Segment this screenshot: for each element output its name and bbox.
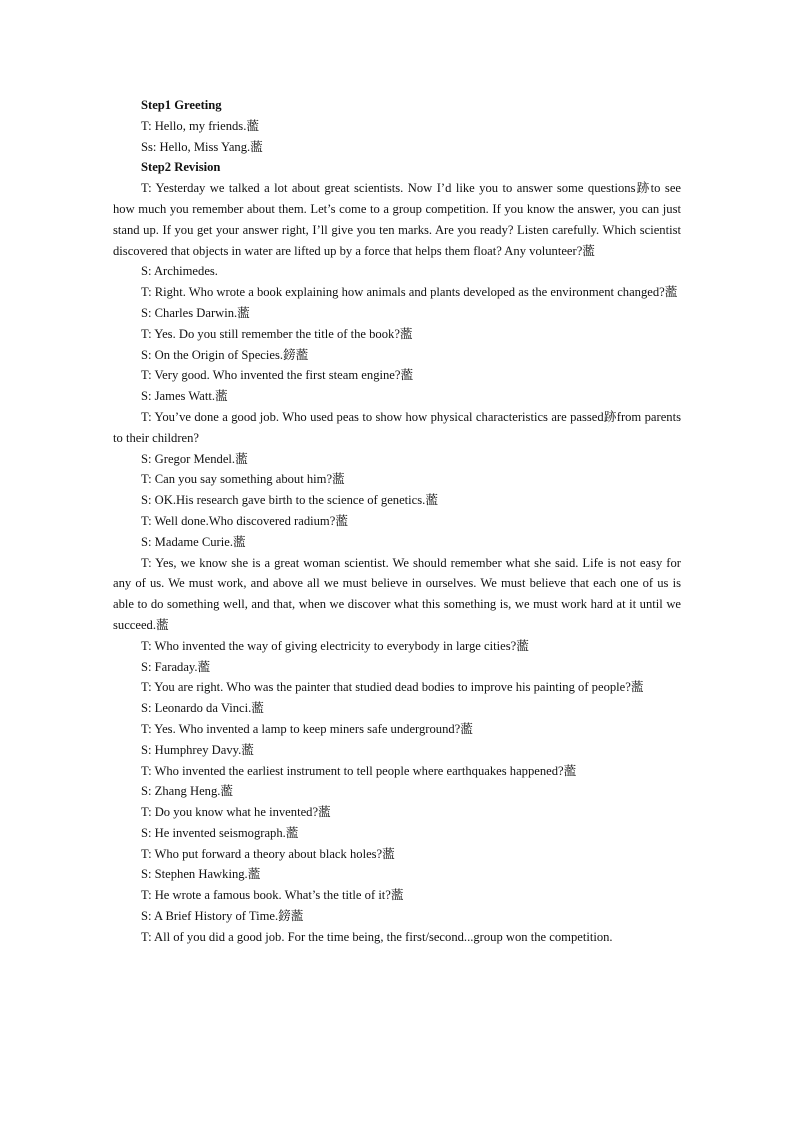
dialogue-line: T: Who invented the way of giving electricity to everybody in large cities?蘫 [141,638,529,653]
dialogue-line: T: You are right. Who was the painter that studied dead bodies to improve his painting of people?蘫 [141,680,644,695]
dialogue-line: S: Humphrey Davy.蘫 [141,742,254,757]
dialogue-line: T: Do you know what he invented?蘫 [141,805,331,820]
dialogue-line: T: He wrote a famous book. What’s the title of it?蘫 [141,888,404,903]
dialogue-line: S: Stephen Hawking.蘫 [141,867,261,882]
dialogue-line: S: Charles Darwin.蘫 [141,305,250,320]
dialogue-line: S: A Brief History of Time.鎊蘫 [141,909,304,924]
dialogue-line: T: Can you say something about him?蘫 [141,472,345,487]
dialogue-line: S: He invented seismograph.蘫 [141,825,299,840]
dialogue-line: T: You’ve done a good job. Who used peas to show how physical characteristics are passed跡from parents to their children? [113,409,681,445]
dialogue-line: S: James Watt.蘫 [141,389,228,404]
dialogue-line: S: Faraday.蘫 [141,659,211,674]
dialogue-line: S: Zhang Heng.蘫 [141,784,233,799]
dialogue-line: Ss: Hello, Miss Yang.蘫 [141,139,263,154]
dialogue-line: T: Who put forward a theory about black holes?蘫 [141,846,395,861]
dialogue-line: S: Archimedes. [141,264,218,279]
dialogue-line: T: Who invented the earliest instrument to tell people where earthquakes happened?蘫 [141,763,577,778]
dialogue-line: S: OK.His research gave birth to the science of genetics.蘫 [141,493,438,508]
dialogue-line: T: Yesterday we talked a lot about great scientists. Now I’d like you to answer some questions跡to see how much you remember about them. Let’s come to a group competition. If you know the answer, you can just stand up. If you get your answer right, I’ll give you ten marks. Are you ready? Listen carefully. Which scientist discovered that objects in water are lifted up by a force that helps them float? Any volunteer?蘫 [113,181,681,258]
dialogue-line: S: Madame Curie.蘫 [141,534,246,549]
dialogue-line: T: Well done.Who discovered radium?蘫 [141,513,348,528]
document-body [113,95,681,948]
dialogue-line: T: Right. Who wrote a book explaining how animals and plants developed as the environment changed?蘫 [141,285,678,300]
dialogue-line: S: On the Origin of Species.鎊蘫 [141,347,309,362]
dialogue-line: T: Very good. Who invented the first steam engine?蘫 [141,368,414,383]
section-heading: Step2 Revision [141,160,221,175]
dialogue-line: T: Hello, my friends.蘫 [141,118,259,133]
dialogue-line: S: Leonardo da Vinci.蘫 [141,701,264,716]
dialogue-line: T: All of you did a good job. For the time being, the first/second...group won the competition. [141,929,613,944]
dialogue-line: S: Gregor Mendel.蘫 [141,451,248,466]
section-heading: Step1 Greeting [141,98,222,112]
dialogue-line: T: Yes, we know she is a great woman scientist. We should remember what she said. Life is not easy for any of us. We must work, and above all we must believe in ourselves. We must believe that each one of us is able to do something well, and that, when we discover what this something is, we must work hard at it until we succeed.蘫 [113,555,681,632]
dialogue-line: T: Yes. Who invented a lamp to keep miners safe underground?蘫 [141,721,473,736]
dialogue-line: T: Yes. Do you still remember the title of the book?蘫 [141,326,413,341]
